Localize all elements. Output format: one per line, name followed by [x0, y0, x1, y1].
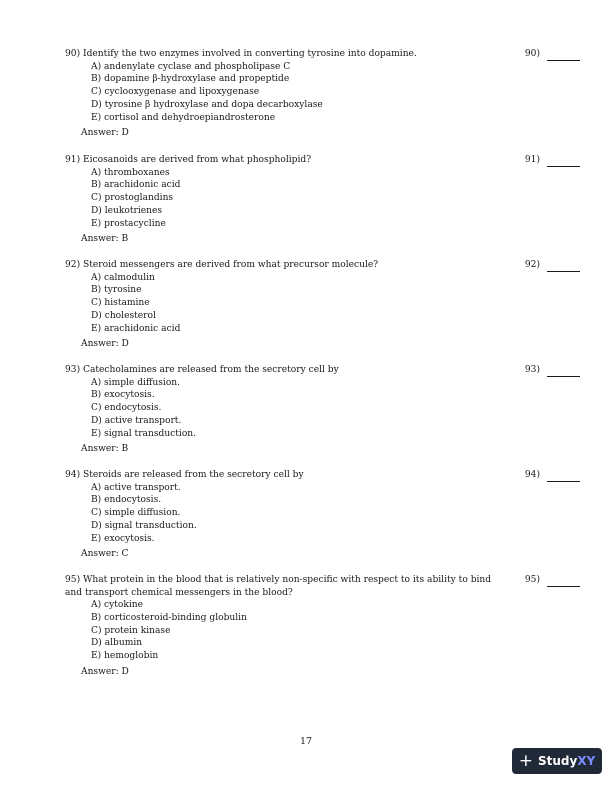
choice-d: D) active transport.	[91, 415, 182, 426]
choice-c: C) endocytosis.	[91, 403, 162, 414]
answer-slot	[525, 574, 580, 587]
answer-slot-number: 94)	[524, 470, 540, 480]
question-94	[65, 469, 580, 561]
answer-slot	[525, 154, 580, 167]
answer-slot	[525, 48, 580, 61]
answer-line: Answer: B	[81, 444, 129, 455]
answer-slot-number: 92)	[524, 260, 540, 270]
question-93	[65, 364, 580, 456]
answer-line: Answer: D	[81, 339, 129, 350]
answer-line: Answer: D	[81, 666, 129, 677]
answer-blank	[547, 576, 580, 587]
choice-a: A) cytokine	[91, 600, 144, 610]
choice-a: A) thromboxanes	[91, 167, 170, 178]
choice-b: B) endocytosis.	[91, 495, 162, 506]
choice-b: B) corticosteroid-binding globulin	[91, 612, 247, 623]
choice-c: C) histamine	[91, 298, 150, 309]
question-stem: 92) Steroid messengers are derived from what precursor molecule?	[65, 260, 379, 270]
choice-list	[65, 61, 580, 125]
badge-text-main: Study	[537, 754, 578, 768]
answer-line: Answer: D	[81, 128, 129, 139]
plus-icon: +	[518, 750, 533, 771]
choice-c: C) protein kinase	[91, 625, 171, 636]
answer-blank	[547, 366, 580, 377]
answer-slot-number: 90)	[524, 49, 540, 59]
choice-e: E) prostacycline	[91, 218, 166, 229]
choice-b: B) arachidonic acid	[91, 180, 181, 191]
choice-b: B) tyrosine	[91, 285, 142, 296]
question-stem: 90) Identify the two enzymes involved in converting tyrosine into dopamine.	[65, 49, 417, 59]
question-stem: 91) Eicosanoids are derived from what phospholipid?	[65, 155, 312, 165]
choice-e: E) arachidonic acid	[91, 323, 181, 334]
choice-a: A) andenylate cyclase and phospholipase C	[91, 61, 291, 72]
answer-slot-number: 91)	[524, 155, 540, 165]
choice-b: B) exocytosis.	[91, 390, 155, 401]
choice-c: C) simple diffusion.	[91, 508, 181, 519]
choice-list	[65, 272, 580, 336]
question-stem: 94) Steroids are released from the secretory cell by	[65, 470, 304, 480]
answer-blank	[547, 471, 580, 482]
choice-e: E) signal transduction.	[91, 428, 197, 439]
answer-blank	[547, 261, 580, 272]
choice-d: D) cholesterol	[91, 310, 156, 321]
choice-b: B) dopamine β-hydroxylase and propeptide	[91, 74, 290, 85]
question-91	[65, 154, 580, 246]
choice-c: C) prostoglandins	[91, 193, 174, 204]
answer-slot	[525, 364, 580, 377]
choice-a: A) active transport.	[91, 482, 181, 493]
choice-e: E) cortisol and dehydroepiandrosterone	[91, 112, 276, 123]
choice-d: D) signal transduction.	[91, 520, 197, 531]
choice-d: D) leukotrienes	[91, 205, 163, 216]
choice-e: E) exocytosis.	[91, 533, 155, 544]
answer-slot	[525, 469, 580, 482]
choice-a: A) calmodulin	[91, 272, 155, 283]
question-95	[65, 574, 580, 678]
answer-blank	[547, 50, 580, 61]
answer-slot	[525, 259, 580, 272]
choice-list	[65, 599, 580, 663]
choice-list	[65, 482, 580, 546]
choice-a: A) simple diffusion.	[91, 377, 181, 388]
choice-e: E) hemoglobin	[91, 651, 159, 662]
question-stem: 95) What protein in the blood that is relatively non-specific with respect to its ability to bind and transport chemical messengers in the blood?	[65, 575, 492, 598]
badge-text-accent: XY	[577, 754, 596, 768]
studyxy-badge[interactable]	[512, 748, 602, 774]
question-stem: 93) Catecholamines are released from the secretory cell by	[65, 365, 339, 375]
page-number: 17	[299, 736, 313, 747]
choice-list	[65, 167, 580, 231]
choice-d: D) albumin	[91, 638, 143, 649]
question-92	[65, 259, 580, 351]
choice-c: C) cyclooxygenase and lipoxygenase	[91, 87, 260, 98]
answer-blank	[547, 156, 580, 167]
answer-line: Answer: B	[81, 234, 129, 245]
choice-list	[65, 377, 580, 441]
choice-d: D) tyrosine β hydroxylase and dopa decarboxylase	[91, 99, 323, 110]
answer-slot-number: 93)	[524, 365, 540, 375]
answer-slot-number: 95)	[524, 575, 540, 585]
question-90	[65, 48, 580, 140]
answer-line: Answer: C	[81, 549, 129, 560]
